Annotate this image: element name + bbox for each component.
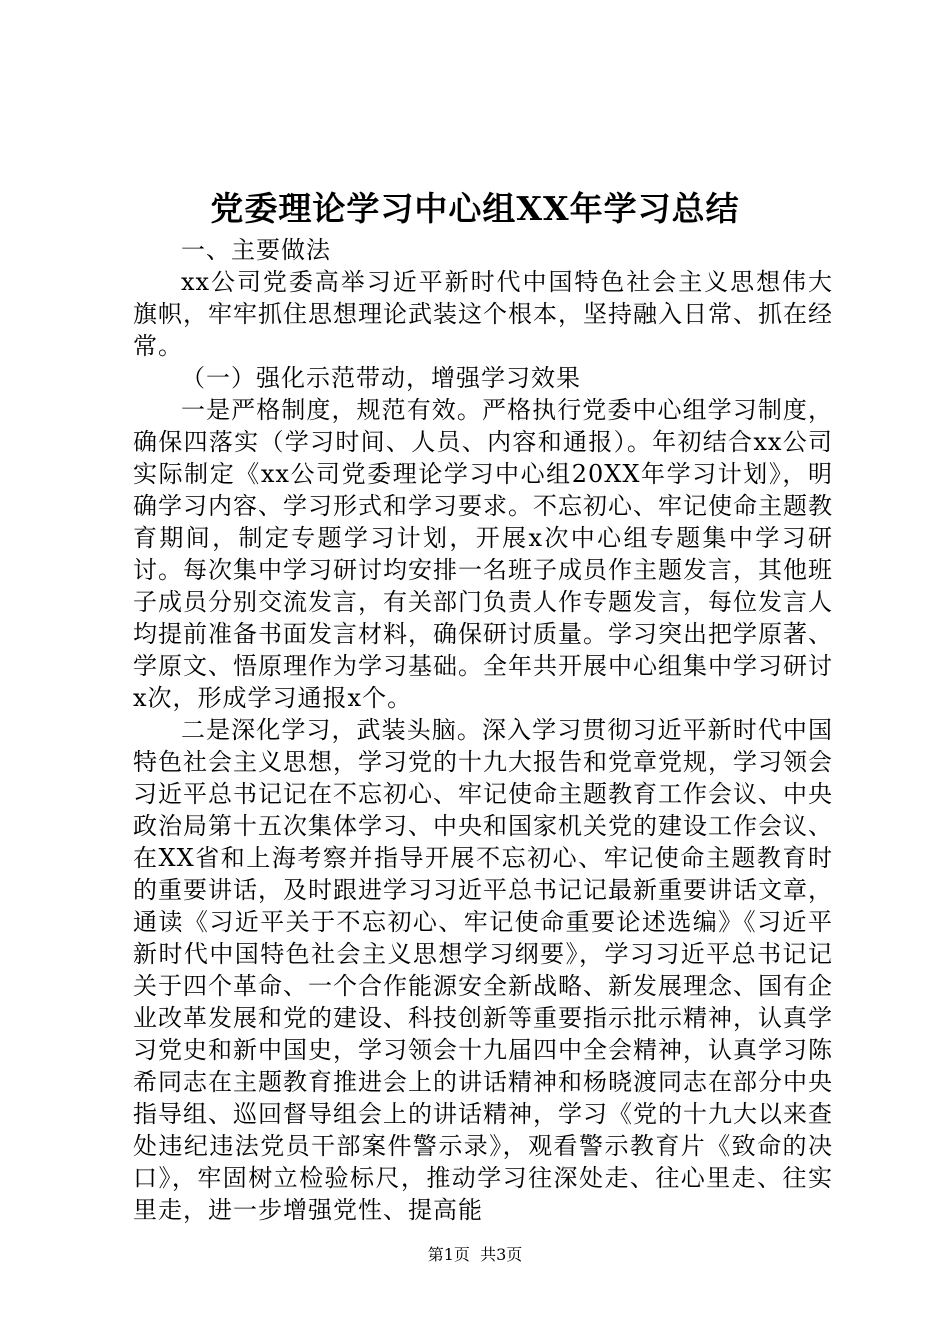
footer-separator bbox=[470, 1245, 480, 1264]
page-number: 第1页 bbox=[427, 1245, 470, 1264]
body-paragraph: xx公司党委高举习近平新时代中国特色社会主义思想伟大旗帜，牢牢抓住思想理论武装这个根本，坚持融入日常、抓在经常。 bbox=[133, 268, 833, 360]
document-body bbox=[133, 234, 833, 1226]
body-paragraph: 一是严格制度，规范有效。严格执行党委中心组学习制度，确保四落实（学习时间、人员、内容和通报）。年初结合xx公司实际制定《xx公司党委理论学习中心组20XX年学习计划》，明确学习内容、学习形式和学习要求。不忘初心、牢记使命主题教育期间，制定专题学习计划，开展x次中心组专题集中学习研讨。每次集中学习研讨均安排一名班子成员作主题发言，其他班子成员分别交流发言，有关部门负责人作专题发言，每位发言人均提前准备书面发言材料，确保研讨质量。学习突出把学原著、学原文、悟原理作为学习基础。全年共开展中心组集中学习研讨x次，形成学习通报x个。 bbox=[133, 396, 833, 712]
document-title: 党委理论学习中心组XX年学习总结 bbox=[210, 189, 740, 228]
page-total: 共3页 bbox=[480, 1245, 523, 1264]
section-heading: 一、主要做法 bbox=[181, 236, 331, 264]
subsection-heading: （一）强化示范带动，增强学习效果 bbox=[181, 364, 581, 392]
page-footer bbox=[0, 1244, 950, 1266]
body-paragraph: 二是深化学习，武装头脑。深入学习贯彻习近平新时代中国特色社会主义思想，学习党的十九大报告和党章党规，学习领会习近平总书记记在不忘初心、牢记使命主题教育工作会议、中央政治局第十五次集体学习、中央和国家机关党的建设工作会议、在XX省和上海考察并指导开展不忘初心、牢记使命主题教育时的重要讲话，及时跟进学习习近平总书记记最新重要讲话文章，通读《习近平关于不忘初心、牢记使命重要论述选编》《习近平新时代中国特色社会主义思想学习纲要》，学习习近平总书记记关于四个革命、一个合作能源安全新战略、新发展理念、国有企业改革发展和党的建设、科技创新等重要指示批示精神，认真学习党史和新中国史，学习领会十九届四中全会精神，认真学习陈希同志在主题教育推进会上的讲话精神和杨晓渡同志在部分中央指导组、巡回督导组会上的讲话精神，学习《党的十九大以来查处违纪违法党员干部案件警示录》，观看警示教育片《致命的决口》，牢固树立检验标尺，推动学习往深处走、往心里走、往实里走，进一步增强党性、提高能 bbox=[133, 716, 833, 1224]
